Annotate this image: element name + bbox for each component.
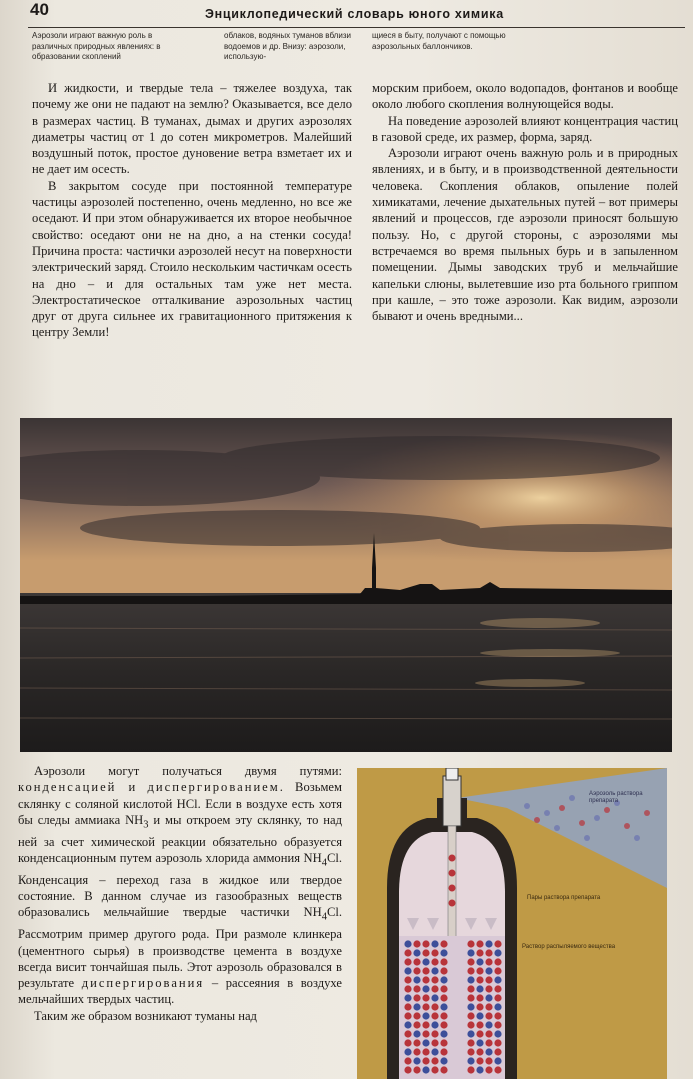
particle [413,940,420,947]
text-run: – рассеяния в воздухе мельчайших твердых частиц. [18,976,342,1007]
right-text-column [372,80,678,324]
particle [431,985,438,992]
subscript: 4 [321,911,327,923]
particle [413,967,420,974]
particle [431,1057,438,1064]
particle [494,985,501,992]
particle [422,940,429,947]
particle [494,949,501,956]
particle [413,1057,420,1064]
text-run: Cl. Конденсация – переход газа в жидкое или твердое состояние. В данном случае из газообразных веществ образовались мельчайшие твердые частички NH [18,851,342,920]
particle [485,949,492,956]
particle [467,985,474,992]
particle [485,1012,492,1019]
particle [485,1057,492,1064]
particle [476,958,483,965]
particle [440,1057,447,1064]
particle [404,976,411,983]
paragraph: морским прибоем, около водопадов, фонтанов и вообще около любого скопления волнующейся воды. [372,81,678,112]
subscript: 3 [143,819,149,831]
particle [467,1048,474,1055]
particle [485,1048,492,1055]
particle [413,958,420,965]
nozzle-tip [446,768,458,780]
particle [494,1057,501,1064]
particle [422,1003,429,1010]
paragraph [18,763,342,1008]
particle [422,994,429,1001]
particle [485,1039,492,1046]
particle [476,1003,483,1010]
particle [404,958,411,965]
particle [494,1066,501,1073]
particle [404,1030,411,1037]
particle [476,976,483,983]
particle [494,1003,501,1010]
text-run: . Возьмем склянку с соляной кислотой HCl. Если в воздухе есть хотя бы следы аммиака NH [18,780,342,827]
particle [431,967,438,974]
particle [485,976,492,983]
particle [413,994,420,1001]
particle [476,1057,483,1064]
particle [413,985,420,992]
particle [413,1003,420,1010]
particle [422,985,429,992]
bottom-text-column [18,763,342,1024]
particle [404,949,411,956]
paragraph: И жидкости, и твердые тела – тяжелее воздуха, так почему же они не падают на землю? Оказывается, все дело в размерах частиц. В туманах, дымах и других аэрозолях диаметры частиц от 1 до сотен микрометров. Малейший воздушный поток, простое дуновение ветра взметает их и не дает им осесть. [32,81,352,177]
particle [422,1030,429,1037]
particle [440,1039,447,1046]
particle [431,976,438,983]
particle [485,1066,492,1073]
particle [476,940,483,947]
particle [467,958,474,965]
particle [422,1066,429,1073]
label-solution: Раствор распыляемого вещества [522,944,616,950]
particle [404,1021,411,1028]
label-aerosol-spray: Аэрозоль раствора препарата [589,791,643,804]
particle [440,985,447,992]
particle [476,949,483,956]
particle [476,1012,483,1019]
particle [476,1048,483,1055]
particle [422,967,429,974]
particle [431,1021,438,1028]
particle [422,1039,429,1046]
particle [440,1021,447,1028]
particle [404,940,411,947]
subscript: 4 [321,857,327,869]
particle [431,994,438,1001]
particle [404,985,411,992]
caption-note-3: щиеся в быту, получают с помощью аэрозольных баллончиков. [372,31,506,51]
particle [467,1021,474,1028]
particle [431,940,438,947]
text-run: Cl. Рассмотрим пример другого рода. При размоле клинкера (цементного сырья) в производстве цемента в воздухе всегда висит тончайшая пыль. Этот аэрозоль образовался в результате [18,905,342,991]
particle [485,1003,492,1010]
particle [413,1039,420,1046]
particle [485,985,492,992]
paragraph: Аэрозоли играют очень важную роль и в природных явлениях, и в быту, и в производственной деятельности человека. Скопления облаков, опыление полей химикатами, лечение дыхательных путей – вот примеры явлений и процессов, где аэрозоли приносят большую пользу. Но, с другой стороны, с аэрозолями мы встречаемся во время пыльных бурь и в запыленном помещении. Дымы заводских труб и мельчайшие капельки слюны, вылетевшие изо рта больного гриппом при кашле, – это тоже аэрозоли. Как видим, аэрозоли бывают и очень вредными... [372,146,678,324]
particle [467,949,474,956]
particle [422,976,429,983]
particle [431,1012,438,1019]
particle [476,1021,483,1028]
particle [440,949,447,956]
particle [404,967,411,974]
text-run: и [116,780,148,795]
text-run: Аэрозоли могут получаться двумя путями: [34,764,342,778]
particle [440,1030,447,1037]
particle [485,1030,492,1037]
caption-note-2: облаков, водяных туманов вблизи водоемов и др. Внизу: аэрозоли, использую- [224,31,351,61]
paragraph: В закрытом сосуде при постоянной температуре частицы аэрозолей постепенно, очень медленно, но все же оседают. И при этом обнаруживается их второе необычное свойство: оседают они не на дно, а на стенки сосуда! Причина проста: частички аэрозолей несут на поверхности электрический заряд. Стоило нескольким частичкам осесть на дно – и для остальных там уже нет места. Электростатическое отталкивание аэрозольных частиц друг от друга сильнее их гравитационного притяжения к центру Земли! [32,178,352,340]
caption-note-1: Аэрозоли играют важную роль в различных природных явлениях: в образовании скоплений [32,31,161,61]
particle [494,994,501,1001]
particle [494,967,501,974]
particle [485,967,492,974]
particle [494,1012,501,1019]
particle [467,976,474,983]
photo-illustration [20,418,672,752]
particle [431,949,438,956]
paragraph: На поведение аэрозолей влияют концентрация частиц в газовой среде, их размер, форма, заряд. [372,113,678,144]
particle [467,994,474,1001]
particle [467,1066,474,1073]
particle [422,958,429,965]
particle [431,1030,438,1037]
emphasis-term: диспергирования [81,976,205,991]
particle [467,967,474,974]
particle [431,1066,438,1073]
particle [422,1012,429,1019]
particle [422,1057,429,1064]
particle [431,1039,438,1046]
particle [440,994,447,1001]
particle [413,1030,420,1037]
particle [440,967,447,974]
particle [476,967,483,974]
particle [440,1048,447,1055]
particle [467,1030,474,1037]
particle [404,1066,411,1073]
emphasis-term: диспергированием [147,780,280,795]
particle [431,1003,438,1010]
particle [494,1021,501,1028]
particle [467,1012,474,1019]
photo-city-skyline-sunset [20,418,672,752]
particle [476,1039,483,1046]
particle [422,949,429,956]
particle [413,1048,420,1055]
particle [413,1021,420,1028]
running-header-title: Энциклопедический словарь юного химика [205,7,504,21]
particle [467,1003,474,1010]
particle [467,1039,474,1046]
particle [494,1030,501,1037]
particle [404,1057,411,1064]
particle [422,1021,429,1028]
text-run: и мы откроем эту склянку, то над ней за счет химической реакции обязательно образуется конденсационным путем аэрозоль хлорида аммония NH [18,812,342,865]
particle [476,1066,483,1073]
particle [467,940,474,947]
particle [494,1048,501,1055]
particle [440,958,447,965]
particle [413,949,420,956]
particle [494,958,501,965]
particle [413,1066,420,1073]
particle [404,1012,411,1019]
paragraph: Таким же образом возникают туманы над [34,1008,257,1023]
particle [404,994,411,1001]
particle [413,976,420,983]
particle [440,1003,447,1010]
particle [440,1066,447,1073]
particle [440,1012,447,1019]
particle [476,994,483,1001]
particle [431,958,438,965]
particle [404,1048,411,1055]
particle [440,976,447,983]
left-text-column [32,80,352,341]
particle [404,1003,411,1010]
particle [494,1039,501,1046]
particle [422,1048,429,1055]
header-rule [28,27,685,28]
particle [494,940,501,947]
particle [485,1021,492,1028]
particle [485,994,492,1001]
aerosol-can-diagram [357,768,667,1079]
particle [485,958,492,965]
particle [476,985,483,992]
particle [485,940,492,947]
particle [494,976,501,983]
particle [413,1012,420,1019]
particle [404,1039,411,1046]
emphasis-term: конденсацией [18,780,117,795]
particle [467,1057,474,1064]
particle [476,1030,483,1037]
particle [431,1048,438,1055]
label-vapor: Пары раствора препарата [527,895,601,901]
spray-nozzle [443,776,461,826]
page-number: 40 [30,0,49,19]
particle [440,940,447,947]
aerosol-can-illustration [357,768,667,1079]
